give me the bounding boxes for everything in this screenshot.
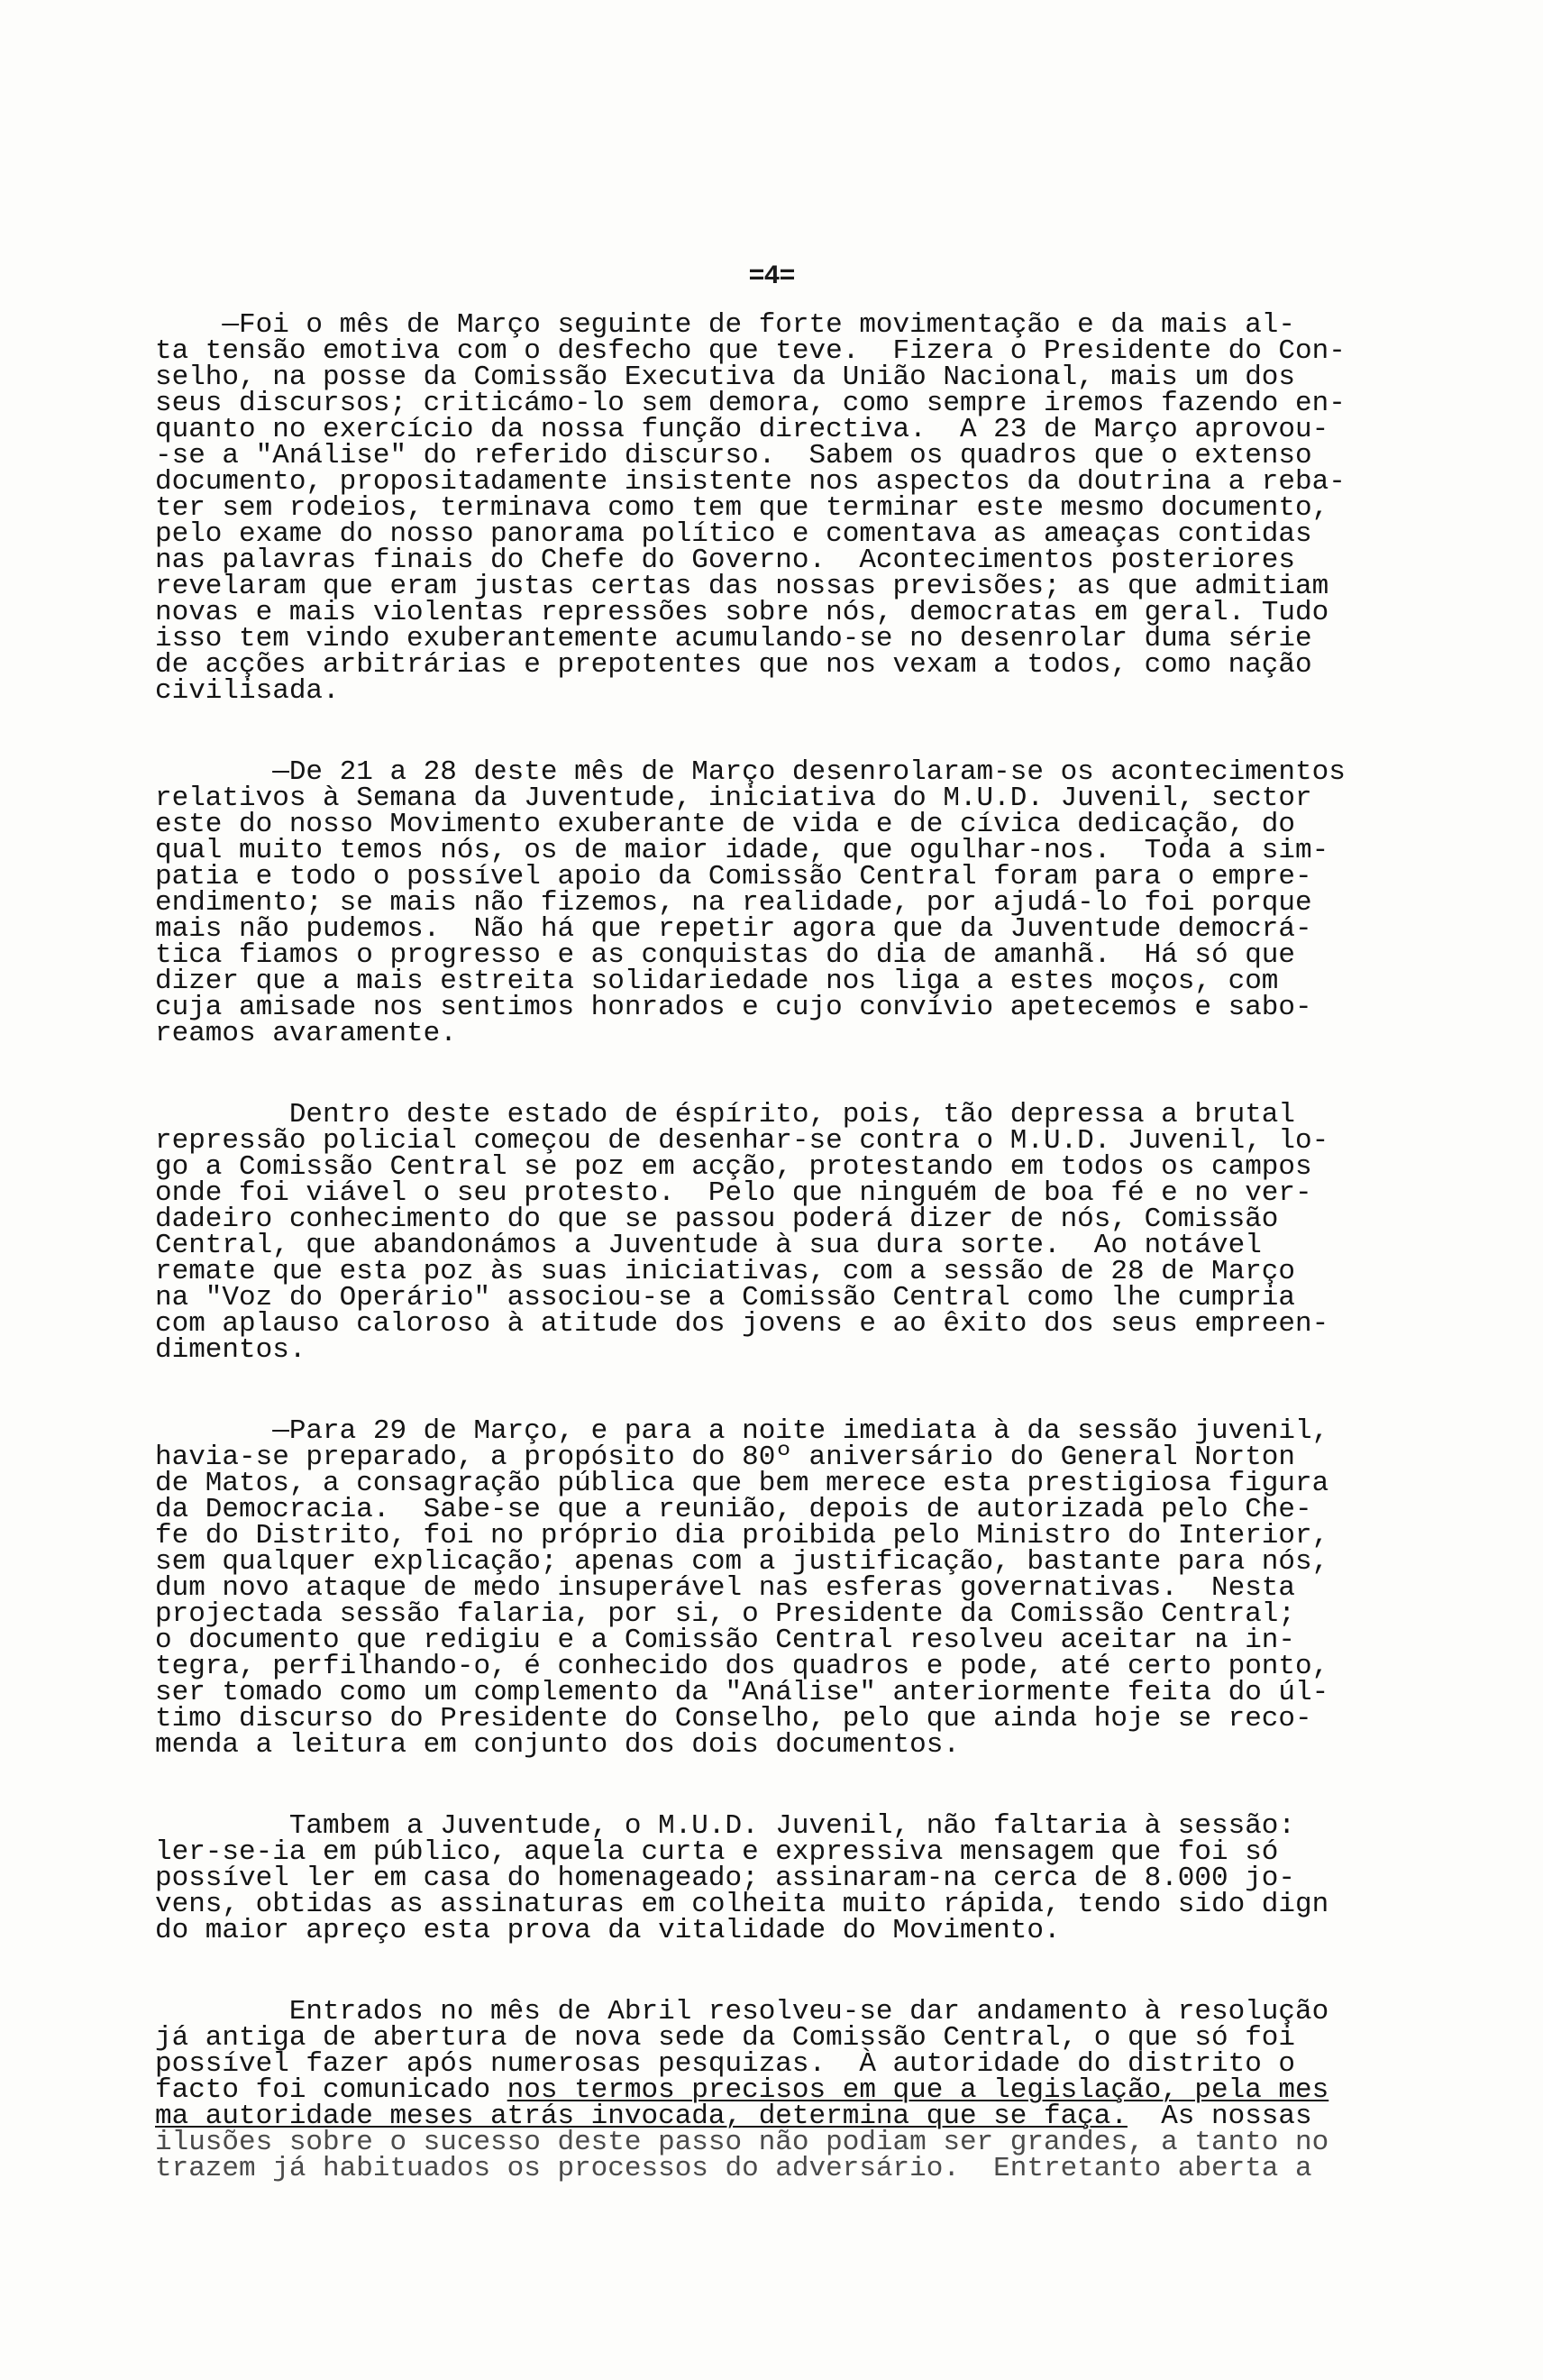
text-line — [155, 2101, 1473, 2132]
text-line: na "Voz do Operário" associou-se a Comissão Central como lhe cumpria — [155, 1282, 1296, 1314]
text-line: da Democracia. Sabe-se que a reunião, depois de autorizada pelo Che- — [155, 1494, 1312, 1525]
document-body — [155, 309, 1473, 2237]
text-line: qual muito temos nós, os de maior idade, que ogulhar-nos. Toda a sim- — [155, 835, 1329, 866]
text-line: ta tensão emotiva com o desfecho que teve. Fizera o Presidente do Con- — [155, 335, 1346, 367]
text-segment: As nossas — [1127, 2101, 1312, 2132]
text-line: onde foi viável o seu protesto. Pelo que ninguém de boa fé e no ver- — [155, 1177, 1312, 1209]
underlined-text: ma autoridade meses atrás invocada, determina que se faça. — [155, 2101, 1128, 2132]
text-line: relativos à Semana da Juventude, iniciativa do M.U.D. Juvenil, sector — [155, 783, 1312, 814]
text-line: documento, propositadamente insistente nos aspectos da doutrina a reba- — [155, 466, 1346, 498]
text-line: do maior apreço esta prova da vitalidade do Movimento. — [155, 1915, 1061, 1946]
text-line: sem qualquer explicação; apenas com a justificação, bastante para nós, — [155, 1546, 1329, 1578]
text-line: o documento que redigiu e a Comissão Central resolveu aceitar na in- — [155, 1625, 1296, 1656]
text-line: dum novo ataque de medo insuperável nas esferas governativas. Nesta — [155, 1572, 1296, 1604]
text-line: -se a "Análise" do referido discurso. Sabem os quadros que o extenso — [155, 440, 1312, 471]
text-line: revelaram que eram justas certas das nossas previsões; as que admitiam — [155, 571, 1329, 602]
text-line: repressão policial começou de desenhar-se contra o M.U.D. Juvenil, lo- — [155, 1125, 1329, 1157]
text-line: reamos avaramente. — [155, 1018, 457, 1049]
text-line: Tambem a Juventude, o M.U.D. Juvenil, não faltaria à sessão: — [155, 1810, 1296, 1842]
text-line: patia e todo o possível apoio da Comissão Central foram para o empre- — [155, 861, 1312, 892]
text-line: quanto no exercício da nossa função directiva. A 23 de Março aprovou- — [155, 414, 1329, 445]
text-line: —Para 29 de Março, e para a noite imediata à da sessão juvenil, — [155, 1415, 1329, 1447]
text-line: de Matos, a consagração pública que bem merece esta prestigiosa figura — [155, 1468, 1329, 1499]
paragraph-sede — [155, 1996, 1473, 2184]
text-line: ilusões sobre o sucesso deste passo não podiam ser grandes, a tanto no — [155, 2127, 1329, 2158]
text-line: seus discursos; criticámo-lo sem demora, como sempre iremos fazendo en- — [155, 388, 1346, 419]
text-line: Central, que abandonámos a Juventude à sua dura sorte. Ao notável — [155, 1230, 1262, 1261]
text-line: pelo exame do nosso panorama político e comentava as ameaças contidas — [155, 518, 1312, 550]
text-line: mais não pudemos. Não há que repetir agora que da Juventude democrá- — [155, 913, 1312, 945]
text-line: cuja amisade nos sentimos honrados e cujo convívio apetecemos e sabo- — [155, 992, 1312, 1023]
text-line — [155, 2074, 1473, 2106]
text-line: menda a leitura em conjunto dos dois documentos. — [155, 1729, 960, 1761]
text-line: com aplauso caloroso à atitude dos jovens e ao êxito dos seus empreen- — [155, 1308, 1329, 1340]
text-line: projectada sessão falaria, por si, o Presidente da Comissão Central; — [155, 1598, 1296, 1630]
text-line: trazem já habituados os processos do adversário. Entretanto aberta a — [155, 2153, 1312, 2184]
text-line: endimento; se mais não fizemos, na realidade, por ajudá-lo foi porque — [155, 887, 1312, 919]
text-line: isso tem vindo exuberantemente acumulando-se no desenrolar duma série — [155, 623, 1312, 654]
text-line: tegra, perfilhando-o, é conhecido dos quadros e pode, até certo ponto, — [155, 1651, 1329, 1682]
text-line: havia-se preparado, a propósito do 80º aniversário do General Norton — [155, 1442, 1296, 1473]
text-line: novas e mais violentas repressões sobre nós, democratas em geral. Tudo — [155, 597, 1329, 628]
text-line: Entrados no mês de Abril resolveu-se dar andamento à resolução — [155, 1996, 1329, 2028]
text-line: —Foi o mês de Março seguinte de forte movimentação e da mais al- — [155, 309, 1296, 341]
text-line: dadeiro conhecimento do que se passou poderá dizer de nós, Comissão — [155, 1204, 1279, 1235]
text-line: timo discurso do Presidente do Conselho, pelo que ainda hoje se reco- — [155, 1703, 1312, 1735]
text-line: —De 21 a 28 deste mês de Março desenrolaram-se os acontecimentos — [155, 756, 1346, 788]
text-line: ter sem rodeios, terminava como tem que terminar este mesmo documento, — [155, 492, 1329, 524]
text-line: civilisada. — [155, 675, 340, 707]
text-line: selho, na posse da Comissão Executiva da União Nacional, mais um dos — [155, 362, 1296, 393]
paragraph — [155, 1099, 1473, 1366]
paragraph — [155, 756, 1473, 1049]
text-line: nas palavras finais do Chefe do Governo. Acontecimentos posteriores — [155, 545, 1296, 576]
text-line: go a Comissão Central se poz em acção, protestando em todos os campos — [155, 1151, 1312, 1183]
text-line: ler-se-ia em público, aquela curta e expressiva mensagem que foi só — [155, 1836, 1279, 1868]
text-line: este do nosso Movimento exuberante de vida e de cívica dedicação, do — [155, 809, 1296, 840]
text-line: ser tomado como um complemento da "Análise" anteriormente feita do úl- — [155, 1677, 1329, 1708]
paragraph — [155, 309, 1473, 707]
text-line: dimentos. — [155, 1334, 306, 1366]
paragraphs-container — [155, 309, 1473, 1946]
paragraph — [155, 1810, 1473, 1946]
page-number: =4= — [748, 261, 795, 292]
text-line: dizer que a mais estreita solidariedade nos liga a estes moços, com — [155, 966, 1279, 997]
text-line: remate que esta poz às suas iniciativas, com a sessão de 28 de Março — [155, 1256, 1296, 1287]
text-line: fe do Distrito, foi no próprio dia proibida pelo Ministro do Interior, — [155, 1520, 1329, 1552]
text-line: possível fazer após numerosas pesquizas. À autoridade do distrito o — [155, 2048, 1296, 2080]
text-segment: facto foi comunicado — [155, 2074, 507, 2106]
underlined-text: nos termos precisos em que a legislação, pela mes — [507, 2074, 1329, 2106]
text-line: de acções arbitrárias e prepotentes que nos vexam a todos, como nação — [155, 649, 1312, 681]
text-line: vens, obtidas as assinaturas em colheita muito rápida, tendo sido dign — [155, 1889, 1329, 1920]
text-line: possível ler em casa do homenageado; assinaram-na cerca de 8.000 jo- — [155, 1863, 1296, 1894]
text-line: tica fiamos o progresso e as conquistas do dia de amanhã. Há só que — [155, 939, 1296, 971]
text-line: Dentro deste estado de éspírito, pois, tão depressa a brutal — [155, 1099, 1296, 1130]
text-line: já antiga de abertura de nova sede da Comissão Central, o que só foi — [155, 2022, 1296, 2054]
paragraph — [155, 1415, 1473, 1761]
